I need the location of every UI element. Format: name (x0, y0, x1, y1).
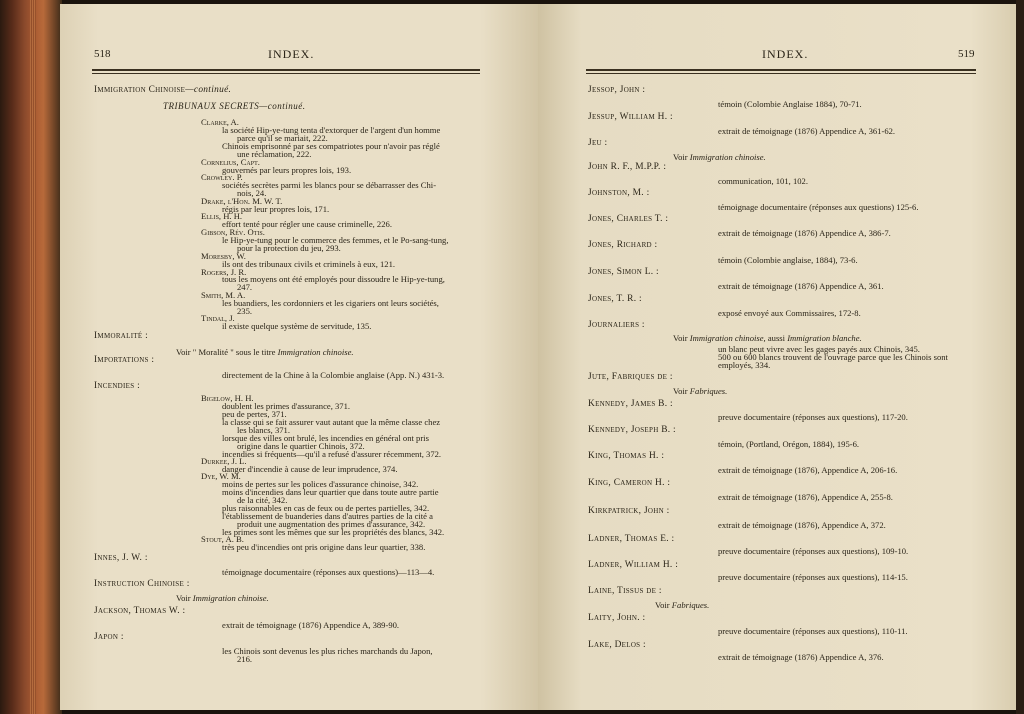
entry-line: extrait de témoignage (1876), Appendice A, 372. (718, 520, 886, 530)
left-header-rule (92, 69, 480, 71)
entry-heading-kennedy-joseph: Kennedy, Joseph B. : (588, 425, 676, 435)
entry-heading-jute: Jute, Fabriques de : (588, 372, 673, 382)
entry-heading-instruction: Instruction Chinoise : (94, 579, 190, 589)
witness-name: Tindal, J. (201, 313, 235, 323)
entry-line: plus raisonnables en cas de feux ou de pertes partielles, 342. (222, 503, 430, 513)
entry-line: extrait de témoignage (1876) Appendice A, 389-90. (222, 620, 400, 630)
left-header-rule-thin (92, 73, 480, 74)
entry-heading-laine: Laine, Tissus de : (588, 586, 662, 596)
subheading-tribunaux-secrets: TRIBUNAUX SECRETS—continué. (163, 101, 306, 111)
witness-name: Stout, A. B. (201, 534, 244, 544)
entry-line: l'établissement de buanderies dans d'autres parties de la cité a (222, 511, 433, 521)
cross-reference: Voir Immigration chinoise. (176, 593, 269, 603)
right-running-head: INDEX. (762, 47, 809, 61)
entry-line: gouvernés par leurs propres lois, 193. (222, 165, 352, 175)
entry-line: la société Hip-ye-tung tenta d'extorquer de l'argent d'un homme (222, 125, 441, 135)
entry-line: les primes sont les mêmes que sur les propriétés des blancs, 342. (222, 527, 445, 537)
right-header-rule-thin (586, 73, 976, 74)
entry-line: témoin (Colombie anglaise, 1884), 73-6. (718, 255, 858, 265)
entry-line: témoignage documentaire (réponses aux questions)—113—4. (222, 567, 435, 577)
entry-line: extrait de témoignage (1876) Appendice A, 361-62. (718, 126, 896, 136)
entry-heading-journaliers: Journaliers : (588, 320, 645, 330)
entry-line: de la cité, 342. (237, 495, 288, 505)
entry-line: employés, 334. (718, 360, 771, 370)
entry-line: extrait de témoignage (1876), Appendice A, 206-16. (718, 465, 898, 475)
witness-name: Gibson, Rév. Otis. (201, 227, 265, 237)
entry-heading-lake: Lake, Delos : (588, 640, 646, 650)
entry-line: un blanc peut vivre avec les gages payés aux Chinois, 345. (718, 344, 920, 354)
left-page-number: 518 (94, 48, 111, 60)
entry-line: témoignage documentaire (réponses aux questions) 125-6. (718, 202, 919, 212)
entry-line: incendies si fréquents—qu'il a refusé d'assurer récemment, 372. (222, 449, 442, 459)
entry-line: les blancs, 371. (237, 425, 290, 435)
entry-line: extrait de témoignage (1876), Appendice A, 255-8. (718, 492, 893, 502)
entry-heading-immigration: Immigration Chinoise—continué. (94, 85, 232, 95)
entry-line: effort tenté pour régler une cause criminelle, 226. (222, 219, 392, 229)
cross-reference: Voir Fabriques. (673, 386, 728, 396)
entry-line: preuve documentaire (réponses aux questions), 117-20. (718, 412, 908, 422)
witness-name: Clarke, A. (201, 117, 239, 127)
entry-line: lorsque des villes ont brulé, les incendies en général ont pris (222, 433, 429, 443)
entry-heading-jones-t: Jones, T. R. : (588, 294, 642, 304)
entry-line: moins de pertes sur les polices d'assurance chinoise, 342. (222, 479, 419, 489)
entry-line: il existe quelque système de servitude, 135. (222, 321, 372, 331)
entry-heading-immoralite: Immoralité : (94, 331, 149, 341)
witness-name: Rogers, J. R. (201, 267, 247, 277)
entry-line: communication, 101, 102. (718, 176, 808, 186)
entry-line: danger d'incendie à cause de leur imprudence, 374. (222, 464, 398, 474)
entry-heading-jones-charles: Jones, Charles T. : (588, 214, 669, 224)
entry-line: témoin, (Portland, Orégon, 1884), 195-6. (718, 439, 860, 449)
entry-line: Chinois emprisonné par ses compatriotes pour n'avoir pas réglé (222, 141, 440, 151)
witness-name: Smith, M. A. (201, 290, 246, 300)
entry-line: produit une augmentation des primes d'assurance, 342. (237, 519, 426, 529)
entry-line: les Chinois sont devenus les plus riches marchands du Japon, (222, 646, 433, 656)
entry-line: preuve documentaire (réponses aux questions), 109-10. (718, 546, 909, 556)
entry-line: moins d'incendies dans leur quartier que dans toute autre partie (222, 487, 439, 497)
right-header-rule (586, 69, 976, 71)
entry-heading-ladner-william: Ladner, William H. : (588, 560, 679, 570)
entry-line: extrait de témoignage (1876) Appendice A, 386-7. (718, 228, 891, 238)
entry-line: parce qu'il se mariait, 222. (237, 133, 328, 143)
entry-line: régis par leur propres lois, 171. (222, 204, 330, 214)
cross-reference: Voir Immigration chinoise, aussi Immigration blanche. (673, 333, 862, 343)
entry-line: ils ont des tribunaux civils et criminels à eux, 121. (222, 259, 396, 269)
entry-heading-jones-richard: Jones, Richard : (588, 240, 658, 250)
entry-line: une réclamation, 222. (237, 149, 312, 159)
book-right-edge (1016, 0, 1024, 714)
entry-heading-ladner-thomas: Ladner, Thomas E. : (588, 534, 675, 544)
entry-line: exposé envoyé aux Commissaires, 172-8. (718, 308, 861, 318)
witness-name: Dye, W. M. (201, 471, 241, 481)
witness-name: Durkee, J. L. (201, 456, 247, 466)
entry-line: directement de la Chine à la Colombie anglaise (App. N.) 431-3. (222, 370, 445, 380)
witness-name: Crowley. P. (201, 172, 243, 182)
entry-line: peu de pertes, 371. (222, 409, 287, 419)
entry-line: pour la protection du jeu, 293. (237, 243, 341, 253)
entry-line: extrait de témoignage (1876) Appendice A, 361. (718, 281, 884, 291)
book-spine-edge (0, 0, 62, 714)
witness-name: Bigelow, H. H. (201, 393, 254, 403)
entry-line: les buandiers, les cordonniers et les cigariers ont leurs sociétés, (222, 298, 439, 308)
entry-line: 235. (237, 306, 253, 316)
entry-heading-jessop: Jessop, John : (588, 85, 646, 95)
entry-line: la classe qui se fait assurer vaut autant que la même classe chez (222, 417, 441, 427)
entry-line: extrait de témoignage (1876) Appendice A, 376. (718, 652, 884, 662)
entry-line: 500 ou 600 blancs trouvent de l'ouvrage parce que les Chinois sont (718, 352, 948, 362)
cross-reference: Voir Fabriques. (655, 600, 710, 610)
entry-heading-john: John R. F., M.P.P. : (588, 162, 667, 172)
cross-reference: Voir Immigration chinoise. (673, 152, 766, 162)
entry-line: très peu d'incendies ont pris origine dans leur quartier, 338. (222, 542, 426, 552)
cross-reference: Voir " Moralité " sous le titre Immigration chinoise. (176, 347, 354, 357)
entry-line: tous les moyens ont été employés pour dissoudre le Hip-ye-tung, (222, 274, 445, 284)
entry-line: sociétés secrètes parmi les blancs pour se débarrasser des Chi- (222, 180, 437, 190)
witness-name: Drake, l'Hon. M. W. T. (201, 196, 283, 206)
entry-line: témoin (Colombie Anglaise 1884), 70-71. (718, 99, 862, 109)
entry-heading-jessup: Jessup, William H. : (588, 112, 673, 122)
entry-line: nois, 24. (237, 188, 267, 198)
witness-name: Moresby, W. (201, 251, 246, 261)
entry-line: 247. (237, 282, 253, 292)
entry-heading-johnston: Johnston, M. : (588, 188, 650, 198)
right-page-number: 519 (958, 48, 975, 60)
entry-heading-incendies: Incendies : (94, 381, 140, 391)
entry-heading-japon: Japon : (94, 632, 124, 642)
entry-heading-kirkpatrick: Kirkpatrick, John : (588, 506, 670, 516)
entry-heading-king-cameron: King, Cameron H. : (588, 478, 671, 488)
entry-heading-jones-simon: Jones, Simon L. : (588, 267, 659, 277)
entry-heading-laity: Laity, John. : (588, 613, 646, 623)
entry-line: preuve documentaire (réponses aux questions), 114-15. (718, 572, 908, 582)
entry-line: preuve documentaire (réponses aux questions), 110-11. (718, 626, 908, 636)
entry-line: doublent les primes d'assurance, 371. (222, 401, 351, 411)
entry-heading-kennedy-james: Kennedy, James B. : (588, 399, 673, 409)
witness-name: Ellis, H. H. (201, 211, 243, 221)
left-running-head: INDEX. (268, 47, 315, 61)
entry-line: origine dans le quartier Chinois, 372. (237, 441, 365, 451)
entry-heading-king-thomas: King, Thomas H. : (588, 451, 665, 461)
entry-heading-jackson: Jackson, Thomas W. : (94, 606, 186, 616)
entry-heading-jeu: Jeu : (588, 138, 608, 148)
entry-line: 216. (237, 654, 253, 664)
entry-heading-importations: Importations : (94, 355, 155, 365)
entry-line: le Hip-ye-tung pour le commerce des femmes, et le Po-sang-tung, (222, 235, 449, 245)
witness-name: Cornelius, Capt. (201, 157, 260, 167)
entry-heading-innes: Innes, J. W. : (94, 553, 148, 563)
